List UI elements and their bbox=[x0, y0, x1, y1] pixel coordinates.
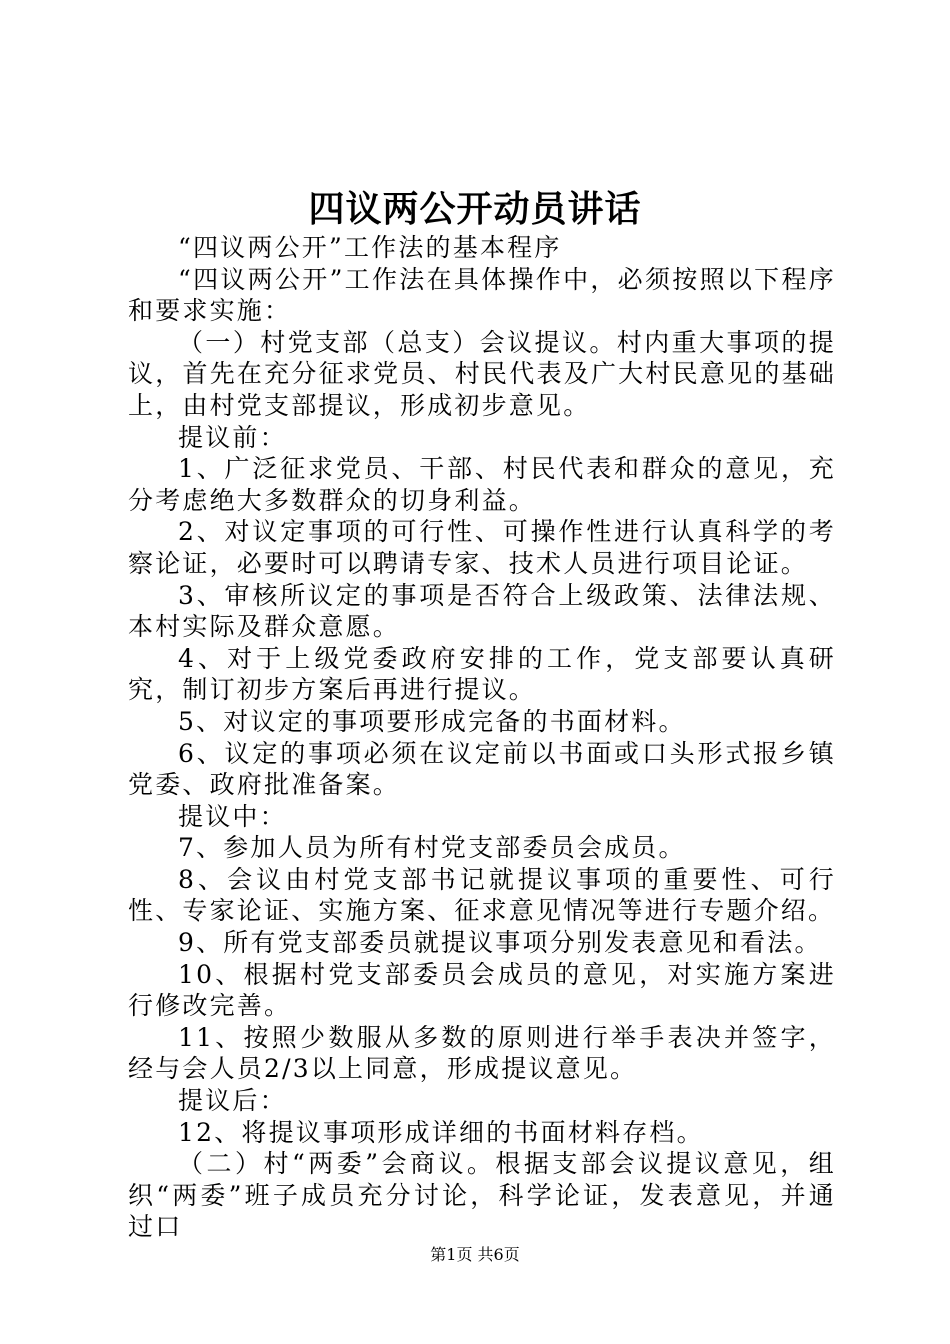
paragraph: 7、参加人员为所有村党支部委员会成员。 bbox=[178, 833, 686, 863]
paragraph: 提议中： bbox=[178, 801, 287, 831]
paragraph: （二）村“两委”会商议。根据支部会议提议意见，组织“两委”班子成员充分讨论，科学论证，发表意见，并通过口 bbox=[128, 1149, 836, 1242]
paragraph: “四议两公开”工作法在具体操作中，必须按照以下程序和要求实施： bbox=[128, 264, 836, 326]
paragraph: （一）村党支部（总支）会议提议。村内重大事项的提议，首先在充分征求党员、村民代表及广大村民意见的基础上，由村党支部提议，形成初步意见。 bbox=[128, 327, 836, 420]
paragraph: 3、审核所议定的事项是否符合上级政策、法律法规、本村实际及群众意愿。 bbox=[128, 580, 836, 642]
paragraph: 2、对议定事项的可行性、可操作性进行认真科学的考察论证，必要时可以聘请专家、技术人员进行项目论证。 bbox=[128, 517, 836, 578]
paragraph: 提议后： bbox=[178, 1086, 287, 1116]
paragraph: 9、所有党支部委员就提议事项分别发表意见和看法。 bbox=[178, 928, 822, 958]
paragraph: 5、对议定的事项要形成完备的书面材料。 bbox=[178, 706, 686, 736]
paragraph: 提议前： bbox=[178, 422, 287, 452]
paragraph: 8、会议由村党支部书记就提议事项的重要性、可行性、专家论证、实施方案、征求意见情况等进行专题介绍。 bbox=[128, 864, 836, 926]
paragraph: 10、根据村党支部委员会成员的意见，对实施方案进行修改完善。 bbox=[128, 959, 836, 1021]
paragraph: 1、广泛征求党员、干部、村民代表和群众的意见，充分考虑绝大多数群众的切身利益。 bbox=[128, 454, 836, 515]
paragraph: 12、将提议事项形成详细的书面材料存档。 bbox=[178, 1117, 704, 1147]
page-footer: 第1页 共6页 bbox=[430, 1245, 520, 1264]
paragraph: 6、议定的事项必须在议定前以书面或口头形式报乡镇党委、政府批准备案。 bbox=[128, 738, 836, 800]
paragraph: 4、对于上级党委政府安排的工作，党支部要认真研究，制订初步方案后再进行提议。 bbox=[128, 643, 836, 705]
paragraph: 11、按照少数服从多数的原则进行举手表决并签字，经与会人员2/3以上同意，形成提议意见。 bbox=[128, 1022, 836, 1084]
document-title: 四议两公开动员讲话 bbox=[308, 188, 642, 230]
document-body bbox=[128, 232, 836, 1243]
paragraph: “四议两公开”工作法的基本程序 bbox=[178, 233, 562, 262]
